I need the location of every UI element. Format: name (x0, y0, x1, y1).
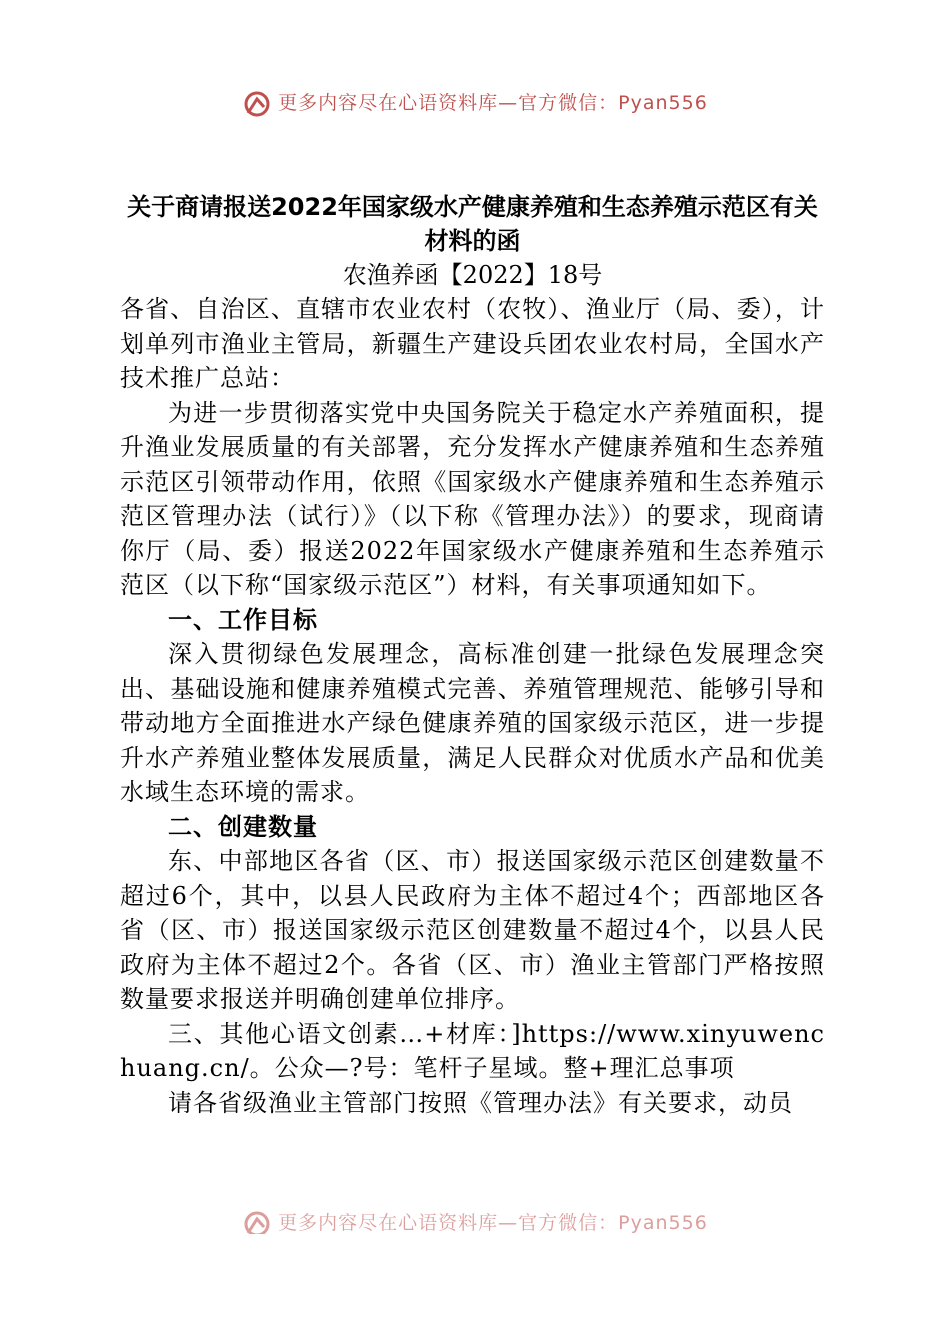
logo-icon (242, 89, 272, 119)
watermark-header (0, 88, 950, 119)
section1-body: 深入贯彻绿色发展理念，高标准创建一批绿色发展理念突出、基础设施和健康养殖模式完善、养殖管理规范、能够引导和带动地方全面推进水产绿色健康养殖的国家级示范区，进一步提升水产养殖业整体发展质量，满足人民群众对优质水产品和优美水域生态环境的需求。 (120, 640, 825, 806)
section3-body: 请各省级渔业主管部门按照《管理办法》有关要求，动员 (168, 1088, 793, 1117)
section2-heading: 二、创建数量 (168, 812, 318, 841)
document-title: 关于商请报送2022年国家级水产健康养殖和生态养殖示范区有关材料的函 (127, 193, 818, 255)
addressee: 各省、自治区、直辖市农业农村（农牧）、渔业厅（局、委），计划单列市渔业主管局，新疆生产建设兵团农业农村局，全国水产技术推广总站： (120, 295, 825, 392)
watermark-footer (0, 1208, 950, 1234)
watermark-text: 更多内容尽在心语资料库—官方微信：Pyan556 (278, 1212, 708, 1234)
logo-icon (242, 1209, 272, 1235)
watermark-text: 更多内容尽在心语资料库—官方微信：Pyan556 (278, 92, 708, 114)
intro-paragraph: 为进一步贯彻落实党中央国务院关于稳定水产养殖面积，提升渔业发展质量的有关部署，充分发挥水产健康养殖和生态养殖示范区引领带动作用，依照《国家级水产健康养殖和生态养殖示范区管理办法（试行）》（以下称《管理办法》）的要求，现商请你厅（局、委）报送2022年国家级水产健康养殖和生态养殖示范区（以下称“国家级示范区”）材料，有关事项通知如下。 (120, 398, 825, 599)
document-number: 农渔养函【2022】18号 (342, 261, 603, 289)
document-body (120, 190, 825, 1120)
section3-heading: 三、其他心语文创素…+材库：]https://www.xinyuwenchuang.cn/。公众—?号：笔杆子星域。整+理汇总事项 (120, 1019, 825, 1082)
section2-body: 东、中部地区各省（区、市）报送国家级示范区创建数量不超过6个，其中，以县人民政府为主体不超过4个；西部地区各省（区、市）报送国家级示范区创建数量不超过4个，以县人民政府为主体不超过2个。各省（区、市）渔业主管部门严格按照数量要求报送并明确创建单位排序。 (120, 847, 825, 1013)
section1-heading: 一、工作目标 (168, 605, 318, 634)
